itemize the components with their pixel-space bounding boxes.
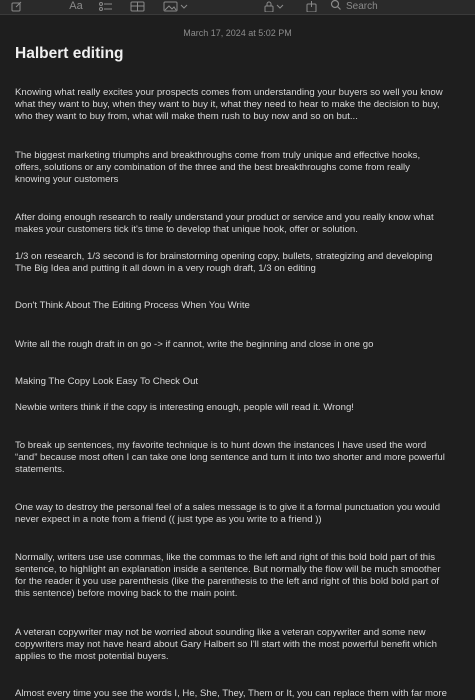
note-line: Write all the rough draft in on go -> if cannot, write the beginning and close in one go bbox=[15, 339, 374, 350]
note-line: for the reader it you use parenthesis (like the parenthesis to the left and right of this bold bold part of bbox=[15, 576, 439, 587]
note-line: offers, solutions or any combination of the three and the best breakthroughs come from really bbox=[15, 162, 410, 173]
note-line: this sentence) before moving back to the main point. bbox=[15, 588, 238, 599]
search-field[interactable] bbox=[330, 0, 456, 12]
note-paragraph bbox=[15, 440, 445, 476]
note-line: copywriters may not have heard about Gary Halbert so I'll start with the most powerful benefit which bbox=[15, 639, 438, 650]
note-paragraph bbox=[15, 376, 198, 388]
note-line: A veteran copywriter may not be worried about sounding like a veteran copywriter and some new bbox=[15, 627, 426, 638]
note-line: Almost every time you see the words I, He, She, They, Them or It, you can replace them with far more bbox=[15, 688, 447, 699]
note-line: Don't Think About The Editing Process When You Write bbox=[15, 300, 250, 311]
note-line: knowing your customers bbox=[15, 174, 119, 185]
search-icon bbox=[330, 0, 342, 13]
format-text-button[interactable]: Aa bbox=[69, 0, 83, 12]
note-line: Newbie writers think if the copy is interesting enough, people will read it. Wrong! bbox=[15, 402, 354, 413]
note-line: The Big Idea and putting it all down in a very rough draft, 1/3 on editing bbox=[15, 263, 316, 274]
note-line: what they want to buy, when they want to buy it, what they need to hear to make the decision to buy, bbox=[15, 99, 440, 110]
search-input[interactable] bbox=[346, 1, 456, 12]
note-line: 1/3 on research, 1/3 second is for brainstorming opening copy, bullets, strategizing and developing bbox=[15, 251, 433, 262]
note-paragraph bbox=[15, 150, 420, 186]
note-title[interactable]: Halbert editing bbox=[15, 45, 124, 62]
note-paragraph bbox=[15, 87, 443, 123]
note-paragraph bbox=[15, 627, 437, 663]
note-paragraph bbox=[15, 300, 250, 312]
note-paragraph bbox=[15, 552, 441, 600]
note-line: Knowing what really excites your prospects comes from understanding your buyers so well you know bbox=[15, 87, 443, 98]
note-line: who they want to buy from, what will make them rush to buy now and so on but... bbox=[15, 111, 358, 122]
note-line: applies to the most potential buyers. bbox=[15, 651, 169, 662]
note-paragraph bbox=[15, 688, 447, 700]
note-line: makes your customers tick it's time to develop that unique hook, offer or solution. bbox=[15, 224, 358, 235]
table-icon[interactable] bbox=[128, 0, 146, 12]
note-paragraph bbox=[15, 339, 373, 351]
note-line: One way to destroy the personal feel of a sales message is to give it a formal punctuation you would bbox=[15, 502, 441, 513]
note-paragraph bbox=[15, 502, 440, 526]
note-line: “and” because most often I can take one long sentence and turn it into two shorter and more powerful bbox=[15, 452, 445, 463]
toolbar bbox=[0, 0, 475, 15]
share-icon[interactable] bbox=[304, 0, 318, 12]
note-date: March 17, 2024 at 5:02 PM bbox=[183, 28, 292, 38]
lock-icon[interactable] bbox=[262, 0, 286, 12]
note-paragraph bbox=[15, 251, 432, 275]
note-line: sentence, to highlight an explanation inside a sentence. But normally the flow will be much smoother bbox=[15, 564, 441, 575]
compose-icon[interactable] bbox=[10, 0, 24, 12]
note-paragraph bbox=[15, 402, 354, 414]
checklist-icon[interactable] bbox=[98, 0, 114, 12]
media-icon[interactable] bbox=[162, 0, 190, 12]
note-line: Normally, writers use use commas, like the commas to the left and right of this bold bold part of this bbox=[15, 552, 435, 563]
note-paragraph bbox=[15, 212, 434, 236]
note-line: never expect in a note from a friend (( just type as you write to a friend )) bbox=[15, 514, 322, 525]
note-line: Making The Copy Look Easy To Check Out bbox=[15, 376, 199, 387]
note-line: statements. bbox=[15, 464, 65, 475]
note-line: The biggest marketing triumphs and breakthroughs come from truly unique and effective hooks, bbox=[15, 150, 421, 161]
note-line: To break up sentences, my favorite technique is to hunt down the instances I have used the word bbox=[15, 440, 427, 451]
note-line: After doing enough research to really understand your product or service and you really know what bbox=[15, 212, 434, 223]
